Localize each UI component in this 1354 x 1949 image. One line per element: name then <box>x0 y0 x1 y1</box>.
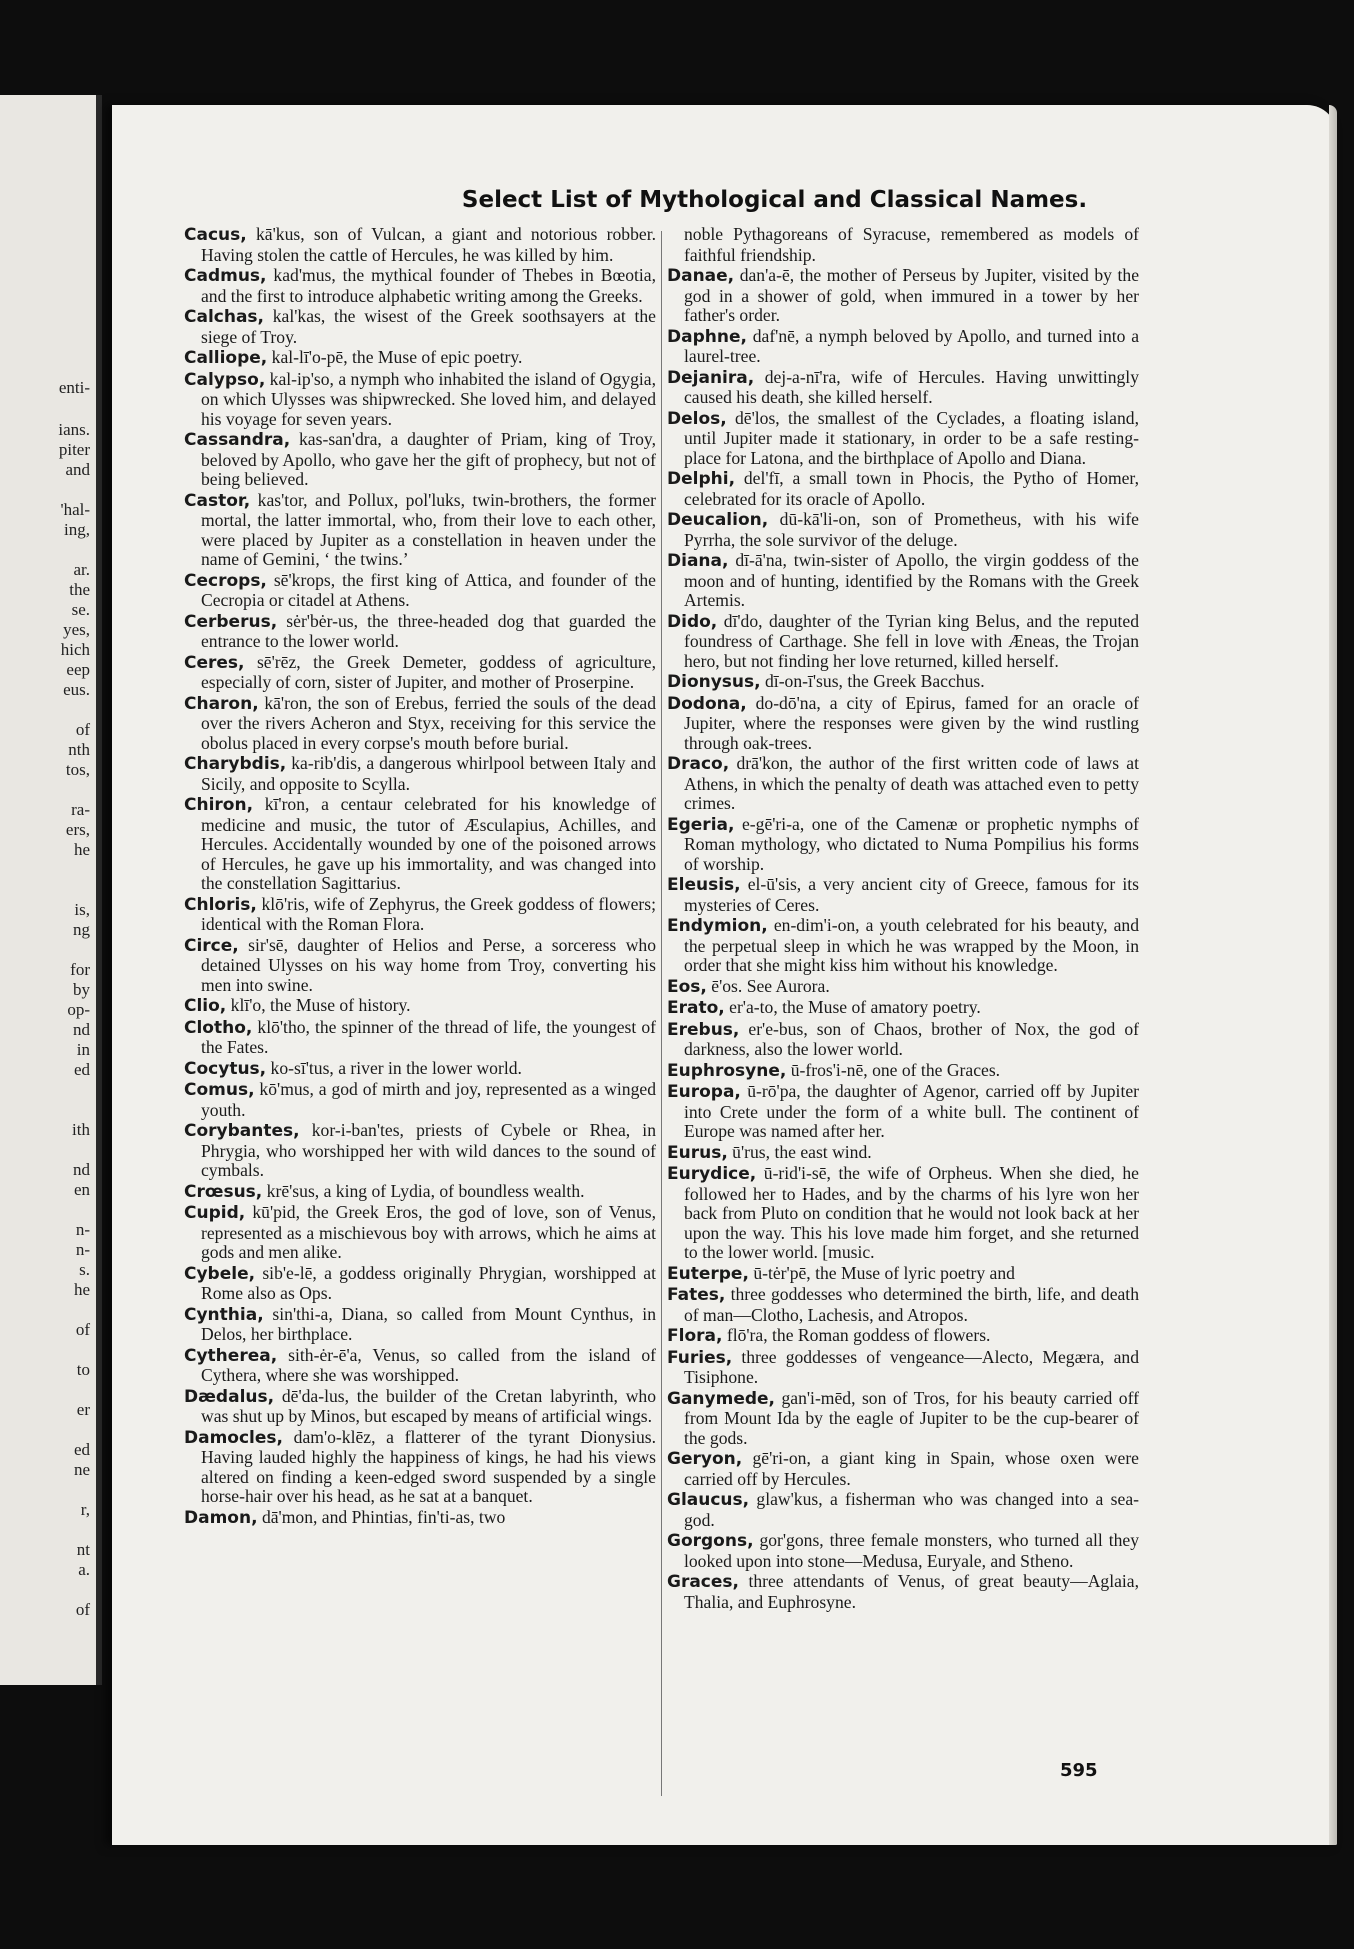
entry-definition: ū-rō'pa, the daughter of Agenor, carried off by Jupiter into Crete under the form of a white bull. The continent of Europe was named after her. <box>684 1081 1139 1141</box>
entry-definition: sib'e-lē, a goddess originally Phrygian, worshipped at Rome also as Ops. <box>201 1262 656 1303</box>
left-page-fragment: to <box>76 1360 90 1379</box>
entry-definition: sin'thi-a, Diana, so called from Mount Cynthus, in Delos, her birthplace. <box>201 1303 656 1344</box>
entry-definition: ū-rid'i-sē, the wife of Orpheus. When she died, he followed her to Hades, and by the charms of his lyre won her back from Pluto on condition that he would not look back at her upon the way. This his love made him forget, and she returned to the lower world. [music. <box>684 1163 1139 1262</box>
left-page-fragment: yes, <box>63 620 90 639</box>
left-page-fragment: ing, <box>64 520 90 539</box>
entry-definition: kal-lī'o-pē, the Muse of epic poetry. <box>267 347 523 367</box>
left-column <box>184 225 656 1529</box>
entry-definition: dē'los, the smallest of the Cyclades, a floating island, until Jupiter made it stationary, in order to be a safe resting-place for Latona, and the birthplace of Apollo and Diana. <box>684 407 1139 468</box>
dictionary-entry <box>184 1059 656 1080</box>
left-page-fragment: the <box>69 580 90 599</box>
entry-definition: krē'sus, a king of Lydia, of boundless wealth. <box>262 1180 585 1201</box>
dictionary-entry <box>184 653 656 693</box>
left-page-fragment: se. <box>71 600 90 619</box>
entry-headword: Cupid, <box>184 1203 246 1223</box>
entry-headword: Flora, <box>667 1326 723 1346</box>
entry-definition: er'a-to, the Muse of amatory poetry. <box>724 997 981 1017</box>
dictionary-entry <box>667 409 1139 469</box>
entry-definition: three goddesses of vengeance—Alecto, Megæra, and Tisiphone. <box>684 1346 1139 1387</box>
dictionary-entry <box>667 1490 1139 1530</box>
entry-headword: Cerberus, <box>184 611 278 632</box>
entry-headword: Calchas, <box>184 307 265 327</box>
entry-headword: Endymion, <box>667 916 768 936</box>
dictionary-entry <box>667 612 1139 672</box>
entry-headword: Clio, <box>184 996 227 1016</box>
left-page-fragment: and <box>65 460 90 479</box>
entry-definition: three attendants of Venus, of great beauty—Aglaia, Thalia, and Euphrosyne. <box>684 1571 1139 1612</box>
dictionary-entry <box>184 612 656 652</box>
left-page-fragment: en <box>73 1180 90 1199</box>
entry-headword: Cytherea, <box>184 1345 278 1366</box>
left-page-fragment: ians. <box>58 420 90 439</box>
entry-headword: Cacus, <box>184 225 247 245</box>
left-page-fragment: nd <box>73 1020 90 1039</box>
dictionary-entry <box>184 1305 656 1345</box>
entry-headword: Cadmus, <box>184 266 267 286</box>
entry-definition: klō'ris, wife of Zephyrus, the Greek goddess of flowers; identical with the Roman Flora. <box>201 893 656 934</box>
left-page-fragment: nth <box>68 740 90 759</box>
book-page <box>112 105 1337 1845</box>
entry-definition: ē'os. See Aurora. <box>706 975 830 996</box>
entry-headword: Ceres, <box>184 652 245 673</box>
left-page-fragment: ar. <box>73 560 90 579</box>
entry-headword: Clotho, <box>184 1017 253 1038</box>
entry-definition: daf'nē, a nymph beloved by Apollo, and turned into a laurel-tree. <box>684 325 1139 366</box>
entry-headword: Cecrops, <box>184 570 267 591</box>
entry-headword: Dodona, <box>667 693 747 714</box>
entry-headword: Charon, <box>184 693 259 714</box>
dictionary-entry <box>184 1203 656 1263</box>
entry-definition: dī'do, daughter of the Tyrian king Belus, and the reputed foundress of Carthage. She fell in love with Æneas, the Trojan hero, but not finding her love returned, killed herself. <box>684 610 1139 671</box>
entry-headword: Delphi, <box>667 469 736 489</box>
left-page-fragment: tos, <box>65 760 90 779</box>
entry-definition: gan'i-mēd, son of Tros, for his beauty carried off from Mount Ida by the eagle of Jupiter to be the cup-bearer of the gods. <box>684 1387 1139 1448</box>
left-page-fragment: of <box>75 720 90 739</box>
entry-definition: klī'o, the Muse of history. <box>226 995 411 1015</box>
left-page-fragment: n- <box>75 1220 90 1239</box>
dictionary-entry <box>184 348 656 369</box>
left-page-fragment: piter <box>58 440 90 459</box>
entry-headword: Dædalus, <box>184 1386 275 1407</box>
dictionary-entry <box>184 1121 656 1181</box>
entry-definition: kas-san'dra, a daughter of Priam, king of Troy, beloved by Apollo, who gave her the gift of prophecy, but not of being believed. <box>201 429 656 489</box>
dictionary-entry <box>667 1164 1139 1263</box>
left-page-fragment: enti- <box>58 378 90 397</box>
dictionary-entry <box>184 1508 656 1529</box>
entry-headword: Cybele, <box>184 1263 256 1284</box>
dictionary-entry <box>184 1346 656 1386</box>
entry-definition: kā'kus, son of Vulcan, a giant and notorious robber. Having stolen the cattle of Hercules, he was killed by him. <box>201 224 656 265</box>
entry-definition: dan'a-ē, the mother of Perseus by Jupiter, visited by the god in a shower of gold, when immured in a tower by her father's order. <box>684 265 1139 325</box>
entry-definition: sē'rēz, the Greek Demeter, goddess of agriculture, especially of corn, sister of Jupiter, and mother of Proserpine. <box>201 651 656 692</box>
dictionary-entry <box>667 1326 1139 1347</box>
entry-definition: gē'ri-on, a giant king in Spain, whose oxen were carried off by Hercules. <box>684 1448 1139 1489</box>
entry-headword: Eurydice, <box>667 1164 757 1184</box>
entry-headword: Crœsus, <box>184 1181 263 1202</box>
entry-headword: Egeria, <box>667 814 735 835</box>
entry-definition: dej-a-nī'ra, wife of Hercules. Having unwittingly caused his death, she killed herself. <box>684 366 1139 407</box>
dictionary-entry <box>184 694 656 754</box>
dictionary-entry <box>667 1264 1139 1285</box>
left-page-fragment: of <box>75 1600 90 1619</box>
right-column <box>667 225 1139 1613</box>
entry-definition: sē'krops, the first king of Attica, and founder of the Cecropia or citadel at Athens. <box>201 569 656 610</box>
dictionary-entry <box>667 1449 1139 1489</box>
entry-headword: Danae, <box>667 266 735 286</box>
dictionary-entry <box>184 1428 656 1507</box>
entry-definition: ko-sī'tus, a river in the lower world. <box>266 1057 522 1078</box>
page-title: Select List of Mythological and Classical Names. <box>461 187 1088 213</box>
dictionary-entry <box>667 368 1139 408</box>
entry-headword: Damon, <box>184 1507 258 1528</box>
entry-definition: kad'mus, the mythical founder of Thebes in Bœotia, and the first to introduce alphabetic writing among the Greeks. <box>201 265 656 306</box>
left-page-fragment: 'hal- <box>60 500 90 519</box>
dictionary-entry <box>184 370 656 430</box>
entry-headword: Draco, <box>667 754 730 774</box>
left-page-fragment: is, <box>74 900 90 919</box>
entry-headword: Damocles, <box>184 1427 283 1448</box>
page-edge <box>1329 105 1337 1845</box>
entry-headword: Ganymede, <box>667 1388 776 1409</box>
entry-headword: Chloris, <box>184 894 257 915</box>
entry-headword: Geryon, <box>667 1449 743 1469</box>
dictionary-entry <box>184 1387 656 1427</box>
entry-definition: sėr'bėr-us, the three-headed dog that guarded the entrance to the lower world. <box>201 610 656 651</box>
entry-headword: Diana, <box>667 551 729 571</box>
dictionary-entry <box>184 936 656 996</box>
dictionary-entry <box>184 996 656 1017</box>
entry-headword: Furies, <box>667 1347 733 1368</box>
left-page-fragment: eep <box>66 660 90 679</box>
entry-headword: Cynthia, <box>184 1304 264 1325</box>
left-page-fragment: er <box>76 1400 90 1419</box>
dictionary-entry <box>184 1018 656 1058</box>
dictionary-entry <box>667 1531 1139 1571</box>
left-page-fragment: ra- <box>71 800 90 819</box>
left-page-fragment: n- <box>75 1240 90 1259</box>
entry-headword: Fates, <box>667 1285 726 1305</box>
entry-definition: kū'pid, the Greek Eros, the god of love, son of Venus, represented as a mischievous boy with arrows, which he aims at gods and men alike. <box>201 1202 656 1262</box>
entry-definition: gor'gons, three female monsters, who turned all they looked upon into stone—Medusa, Euryale, and Stheno. <box>684 1530 1139 1571</box>
entry-headword: Castor, <box>184 490 251 511</box>
left-page-fragment: s. <box>79 1260 90 1279</box>
dictionary-entry <box>184 430 656 490</box>
dictionary-entry <box>184 491 656 570</box>
entry-definition: dē'da-lus, the builder of the Cretan labyrinth, who was shut up by Minos, but escaped by means of artificial wings. <box>201 1385 656 1426</box>
entry-headword: Eos, <box>667 976 707 997</box>
dictionary-entry <box>667 694 1139 754</box>
entry-definition: dū-kā'li-on, son of Prometheus, with his wife Pyrrha, the sole survivor of the deluge. <box>684 509 1139 550</box>
left-page-fragment: nt <box>76 1540 90 1559</box>
dictionary-entry <box>667 510 1139 550</box>
entry-headword: Dido, <box>667 611 718 632</box>
entry-definition: en-dim'i-on, a youth celebrated for his beauty, and the perpetual sleep in which he was wrapped by the Moon, in order that she might kiss him without his knowledge. <box>684 915 1139 975</box>
dictionary-entry <box>184 571 656 611</box>
dictionary-entry <box>667 1020 1139 1060</box>
dictionary-entry <box>184 307 656 347</box>
left-page-fragment: ith <box>72 1120 90 1139</box>
dictionary-entry <box>184 1080 656 1120</box>
column-divider <box>661 231 662 1796</box>
entry-definition: dī-on-ī'sus, the Greek Bacchus. <box>760 671 985 691</box>
dictionary-entry <box>667 1348 1139 1388</box>
dictionary-entry <box>667 327 1139 367</box>
entry-headword: Graces, <box>667 1572 739 1592</box>
left-page-fragment: ers, <box>65 820 90 839</box>
dictionary-entry <box>667 1061 1139 1082</box>
entry-headword: Corybantes, <box>184 1121 300 1141</box>
entry-headword: Erebus, <box>667 1019 740 1040</box>
entry-headword: Dejanira, <box>667 367 755 388</box>
left-page-fragment: ed <box>73 1440 90 1459</box>
entry-headword: Gorgons, <box>667 1531 754 1551</box>
entry-definition: kō'mus, a god of mirth and joy, represented as a winged youth. <box>201 1079 656 1120</box>
entry-headword: Euterpe, <box>667 1263 749 1284</box>
dictionary-entry <box>184 895 656 935</box>
entry-headword: Calliope, <box>184 348 268 368</box>
entry-definition: ū-fros'i-nē, one of the Graces. <box>786 1059 1001 1080</box>
entry-headword: Cocytus, <box>184 1058 267 1079</box>
left-page-fragment: op- <box>67 1000 90 1019</box>
entry-definition: sir'sē, daughter of Helios and Perse, a sorceress who detained Ulysses on his way home from Troy, converting his men into swine. <box>201 934 656 995</box>
dictionary-entry <box>184 1264 656 1304</box>
entry-headword: Cassandra, <box>184 430 291 450</box>
entry-headword: Euphrosyne, <box>667 1060 787 1081</box>
entry-definition: drā'kon, the author of the first written code of laws at Athens, in which the penalty of death was attached even to petty crimes. <box>684 753 1139 813</box>
dictionary-entry <box>667 998 1139 1019</box>
left-page-fragment: hich <box>60 640 90 659</box>
entry-headword: Circe, <box>184 935 239 956</box>
dictionary-entry <box>184 225 656 265</box>
entry-definition: kas'tor, and Pollux, pol'luks, twin-brothers, the former mortal, the latter immortal, who, from their love to each other, were placed by Jupiter as a constellation in heaven under the name of Gemini, ‘ the twins.’ <box>201 489 656 569</box>
dictionary-entry <box>184 266 656 306</box>
entry-definition: kal'kas, the wisest of the Greek soothsayers at the siege of Troy. <box>201 306 656 347</box>
dictionary-entry <box>667 266 1139 326</box>
entry-headword: Comus, <box>184 1080 255 1100</box>
left-page-fragment: a. <box>78 1560 90 1579</box>
entry-definition: flō'ra, the Roman goddess of flowers. <box>722 1325 991 1345</box>
entry-definition: kor-i-ban'tes, priests of Cybele or Rhea, in Phrygia, who worshipped her with wild dances to the sound of cymbals. <box>201 1120 656 1180</box>
entry-headword: Dionysus, <box>667 672 761 692</box>
entry-definition: dam'o-klēz, a flatterer of the tyrant Dionysius. Having lauded highly the happiness of kings, he had his views altered on finding a keen-edged sword suspended by a single horse-hair over his head, as he sat at a banquet. <box>201 1426 656 1506</box>
entry-definition: glaw'kus, a fisherman who was changed into a sea-god. <box>684 1489 1139 1530</box>
dictionary-entry <box>184 754 656 794</box>
entry-definition: e-gē'ri-a, one of the Camenæ or prophetic nymphs of Roman mythology, who dictated to Numa Pompilius his forms of worship. <box>684 813 1139 874</box>
entry-definition: kā'ron, the son of Erebus, ferried the souls of the dead over the rivers Acheron and Styx, receiving for this service the obolus placed in every corpse's mouth before burial. <box>201 692 656 753</box>
entry-headword: Eleusis, <box>667 875 741 895</box>
page-number: 595 <box>1060 1760 1098 1781</box>
dictionary-entry <box>667 1082 1139 1142</box>
left-page-fragment: r, <box>80 1500 90 1519</box>
dictionary-entry <box>667 1285 1139 1325</box>
left-page-fragment: for <box>70 960 90 979</box>
left-page-fragment: eus. <box>63 680 90 699</box>
entry-headword: Glaucus, <box>667 1490 750 1510</box>
dictionary-entry <box>667 1572 1139 1612</box>
left-page-fragment: ed <box>73 1060 90 1079</box>
entry-definition: kal-ip'so, a nymph who inhabited the island of Ogygia, on which Ulysses was shipwrecked. She loved him, and delayed his voyage for seven years. <box>201 368 656 429</box>
left-page-fragment: nd <box>73 1160 90 1179</box>
dictionary-entry <box>184 1182 656 1203</box>
entry-headword: Charybdis, <box>184 754 287 774</box>
dictionary-entry <box>667 469 1139 509</box>
dictionary-entry <box>667 754 1139 814</box>
left-page-fragment: of <box>75 1320 90 1339</box>
entry-definition: del'fī, a small town in Phocis, the Pytho of Homer, celebrated for its oracle of Apollo. <box>684 468 1139 509</box>
dictionary-entry <box>667 815 1139 875</box>
entry-definition: noble Pythagoreans of Syracuse, remembered as models of faithful friendship. <box>684 224 1139 265</box>
entry-headword: Chiron, <box>184 795 254 815</box>
entry-headword: Delos, <box>667 408 727 429</box>
left-page-fragment: in <box>76 1040 90 1059</box>
left-page-fragment: he <box>73 1280 90 1299</box>
dictionary-entry <box>667 977 1139 998</box>
dictionary-entry <box>667 1143 1139 1164</box>
entry-definition: dī-ā'na, twin-sister of Apollo, the virgin goddess of the moon and of hunting, identified by the Romans with the Greek Artemis. <box>684 550 1139 610</box>
entry-definition: ū'rus, the east wind. <box>727 1141 872 1162</box>
entry-definition: er'e-bus, son of Chaos, brother of Nox, the god of darkness, also the lower world. <box>684 1018 1139 1059</box>
dictionary-entry <box>667 916 1139 976</box>
left-page-fragment: by <box>73 980 90 999</box>
entry-definition: ū-tėr'pē, the Muse of lyric poetry and <box>748 1262 1015 1283</box>
dictionary-entry <box>667 225 1139 265</box>
dictionary-entry <box>667 551 1139 611</box>
entry-definition: klō'tho, the spinner of the thread of life, the youngest of the Fates. <box>201 1016 656 1057</box>
previous-page-strip <box>0 95 102 1685</box>
dictionary-entry <box>667 672 1139 693</box>
entry-headword: Erato, <box>667 998 725 1018</box>
entry-headword: Daphne, <box>667 326 747 347</box>
entry-headword: Europa, <box>667 1082 741 1102</box>
left-page-fragment: ng <box>73 920 90 939</box>
dictionary-entry <box>184 795 656 894</box>
entry-definition: sith-ėr-ē'a, Venus, so called from the island of Cythera, where she was worshipped. <box>201 1344 656 1385</box>
dictionary-entry <box>667 875 1139 915</box>
entry-headword: Calypso, <box>184 369 266 390</box>
entry-definition: three goddesses who determined the birth, life, and death of man—Clotho, Lachesis, and Atropos. <box>684 1284 1139 1325</box>
entry-definition: ka-rib'dis, a dangerous whirlpool between Italy and Sicily, and opposite to Scylla. <box>201 753 656 794</box>
entry-headword: Eurus, <box>667 1142 728 1163</box>
entry-definition: do-dō'na, a city of Epirus, famed for an oracle of Jupiter, where the responses were given by the wind rustling through oak-trees. <box>684 692 1139 753</box>
entry-headword: Deucalion, <box>667 510 769 530</box>
entry-definition: dā'mon, and Phintias, fin'ti-as, two <box>257 1506 506 1527</box>
left-page-fragment: ne <box>73 1460 90 1479</box>
dictionary-entry <box>667 1389 1139 1449</box>
entry-definition: el-ū'sis, a very ancient city of Greece, famous for its mysteries of Ceres. <box>684 874 1139 915</box>
left-page-fragment: he <box>73 840 90 859</box>
entry-definition: kī'ron, a centaur celebrated for his knowledge of medicine and music, the tutor of Æsculapius, Achilles, and Hercules. Accidentally wounded by one of the poisoned arrows of Hercules, he gave up his immortality, and was changed into the constellation Sagittarius. <box>201 794 656 893</box>
